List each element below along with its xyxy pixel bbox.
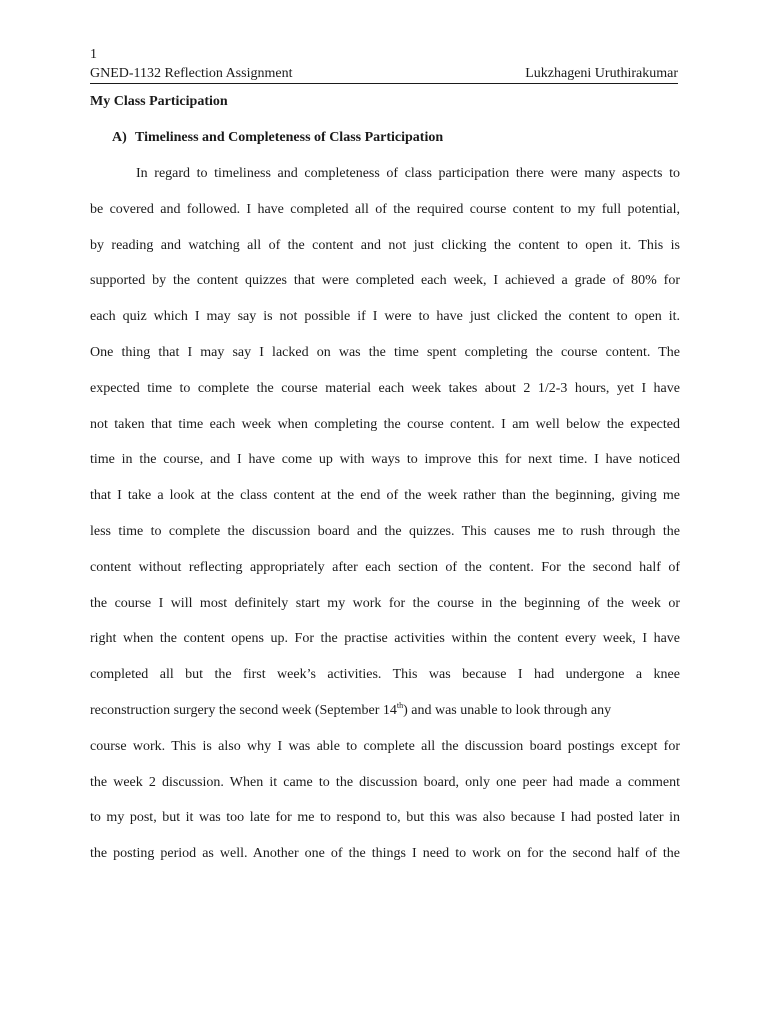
body-line: that I take a look at the class content at the end of the week rather than the beginning, giving me: [90, 488, 680, 504]
body-line: completed all but the first week’s activities. This was because I had undergone a knee: [90, 667, 680, 683]
body-line: less time to complete the discussion board and the quizzes. This causes me to rush through the: [90, 523, 680, 539]
section-marker: A): [112, 130, 127, 145]
section-heading: [112, 129, 443, 147]
document-title: My Class Participation: [90, 94, 228, 109]
body-line: the week 2 discussion. When it came to the discussion board, only one peer had made a comment: [90, 774, 680, 790]
body-line: each quiz which I may say is not possible if I were to have just clicked the content to open it.: [90, 309, 680, 325]
body-line: In regard to timeliness and completeness of class participation there were many aspects to: [136, 166, 680, 181]
body-line: the course I will most definitely start my work for the course in the beginning of the week or: [90, 595, 680, 611]
body-line: supported by the content quizzes that were completed each week, I achieved a grade of 80% for: [90, 273, 680, 289]
body-line: not taken that time each week when completing the course content. I am well below the expected: [90, 416, 680, 432]
running-header: [90, 65, 678, 84]
body-line: [90, 701, 680, 737]
body-line: be covered and followed. I have completed all of the required course content to my full potential,: [90, 201, 680, 217]
body-line-text: reconstruction surgery the second week (September 14: [90, 702, 397, 718]
body-line: by reading and watching all of the content and not just clicking the content to open it. This is: [90, 237, 680, 253]
body-line: expected time to complete the course material each week takes about 2 1/2-3 hours, yet I have: [90, 380, 680, 396]
header-author: Lukzhageni Uruthirakumar: [525, 66, 678, 81]
body-paragraph: [90, 164, 680, 880]
body-line: content without reflecting appropriately after each section of the content. For the second half of: [90, 559, 680, 575]
body-line: course work. This is also why I was able to complete all the discussion board postings except for: [90, 738, 680, 754]
page-number: 1: [90, 47, 97, 62]
body-line: the posting period as well. Another one of the things I need to work on for the second half of the: [90, 846, 680, 862]
section-heading-text: Timeliness and Completeness of Class Participation: [135, 130, 444, 145]
header-title: GNED-1132 Reflection Assignment: [90, 66, 293, 81]
ordinal-superscript: th: [396, 700, 404, 710]
body-line: One thing that I may say I lacked on was the time spent completing the course content. The: [90, 344, 680, 360]
body-line: to my post, but it was too late for me to respond to, but this was also because I had posted later in: [90, 810, 680, 826]
body-line: right when the content opens up. For the practise activities within the content every week, I have: [90, 631, 680, 647]
body-line-text: ) and was unable to look through any: [403, 702, 612, 718]
body-line: time in the course, and I have come up with ways to improve this for next time. I have noticed: [90, 452, 680, 468]
